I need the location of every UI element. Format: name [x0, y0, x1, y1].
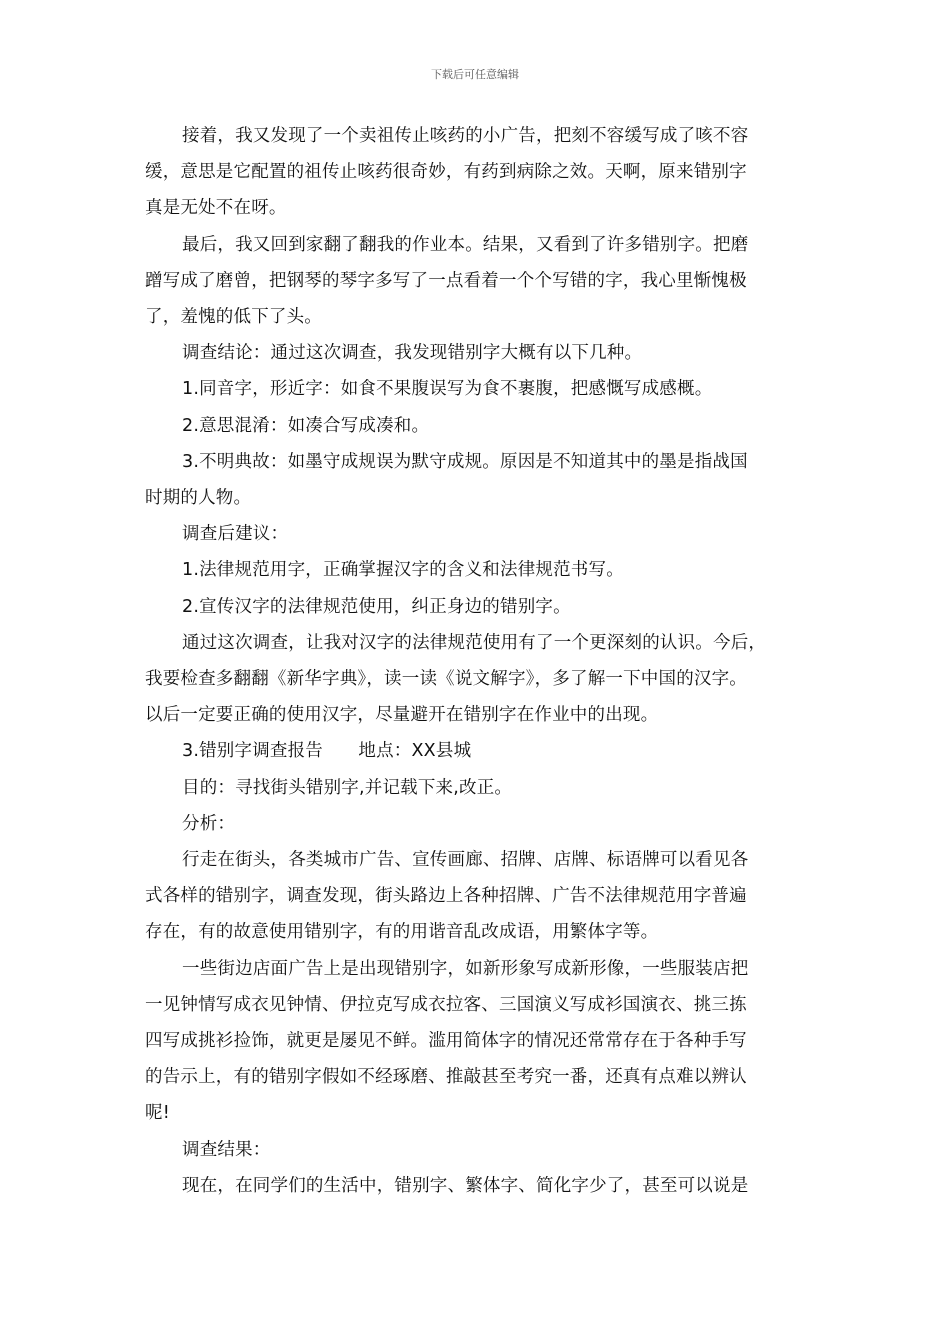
paragraph [145, 951, 825, 1132]
paragraph [145, 444, 825, 516]
paragraph [145, 1132, 825, 1168]
paragraph-line: 蹭写成了磨曾，把钢琴的琴字多写了一点看着一个个写错的字，我心里惭愧极 [145, 270, 747, 291]
paragraph [145, 589, 825, 625]
paragraph [145, 118, 825, 227]
paragraph-line: 最后，我又回到家翻了翻我的作业本。结果，又看到了许多错别字。把磨 [182, 234, 749, 255]
paragraph-line: 以后一定要正确的使用汉字，尽量避开在错别字在作业中的出现。 [145, 705, 659, 726]
paragraph-line: 2.意思混淆：如凑合写成凑和。 [182, 415, 430, 436]
paragraph-line: 我要检查多翻翻《新华字典》，读一读《说文解字》，多了解一下中国的汉字。 [145, 669, 747, 690]
paragraph-line: 接着，我又发现了一个卖祖传止咳药的小广告，把刻不容缓写成了咳不容 [182, 126, 749, 146]
paragraph [145, 1168, 825, 1204]
paragraph-line: 2.宣传汉字的法律规范使用，纠正身边的错别字。 [182, 596, 571, 617]
paragraph [145, 335, 825, 371]
paragraph [145, 625, 825, 734]
paragraph [145, 842, 825, 951]
paragraph [145, 552, 825, 588]
paragraph-line: 1.同音字，形近字：如食不果腹误写为食不裹腹，把感慨写成感概。 [182, 379, 713, 400]
paragraph-line: 了，羞愧的低下了头。 [145, 307, 322, 328]
paragraph-line: 行走在街头，各类城市广告、宣传画廊、招牌、店牌、标语牌可以看见各 [182, 850, 749, 871]
page-header: 下载后可任意编辑 [431, 68, 519, 81]
paragraph [145, 371, 825, 407]
paragraph-line: 式各样的错别字，调查发现，街头路边上各种招牌、广告不法律规范用字普遍 [145, 886, 747, 907]
paragraph-line: 一见钟情写成衣见钟情、伊拉克写成衣拉客、三国演义写成衫国演衣、挑三拣 [145, 994, 747, 1015]
paragraph-line: 3.不明典故：如墨守成规误为默守成规。原因是不知道其中的墨是指战国 [182, 451, 748, 472]
paragraph [145, 516, 825, 552]
paragraph [145, 227, 825, 336]
paragraph-line: 分析： [182, 813, 236, 834]
paragraph-line: 现在，在同学们的生活中，错别字、繁体字、简化字少了，甚至可以说是 [182, 1175, 749, 1196]
paragraph [145, 733, 825, 769]
paragraph-line: 四写成挑衫捡饰，就更是屡见不鲜。滥用简体字的情况还常常存在于各种手写 [145, 1031, 747, 1052]
paragraph-line: 真是无处不在呀。 [145, 198, 287, 219]
paragraph-line: 调查结论：通过这次调查，我发现错别字大概有以下几种。 [182, 343, 643, 364]
paragraph-line: 通过这次调查，让我对汉字的法律规范使用有了一个更深刻的认识。今后， [182, 632, 767, 653]
paragraph-line: 3.错别字调查报告 地点：XX县城 [182, 741, 472, 762]
paragraph-line: 缓，意思是它配置的祖传止咳药很奇妙，有药到病除之效。天啊，原来错别字 [145, 162, 747, 183]
document-body [145, 118, 825, 1204]
paragraph [145, 770, 825, 806]
paragraph-line: 存在，有的故意使用错别字，有的用谐音乱改成语，用繁体字等。 [145, 922, 659, 943]
paragraph-line: 1.法律规范用字，正确掌握汉字的含义和法律规范书写。 [182, 560, 624, 581]
paragraph-line: 呢! [145, 1103, 170, 1124]
paragraph-line: 调查结果： [182, 1139, 271, 1160]
paragraph-line: 目的：寻找街头错别字,并记载下来,改正。 [182, 777, 513, 798]
paragraph-line: 的告示上，有的错别字假如不经琢磨、推敲甚至考究一番，还真有点难以辨认 [145, 1067, 747, 1088]
paragraph-line: 调查后建议： [182, 524, 289, 545]
paragraph-line: 一些街边店面广告上是出现错别字，如新形象写成新形像，一些服装店把 [182, 958, 749, 979]
paragraph [145, 408, 825, 444]
paragraph-line: 时期的人物。 [145, 488, 252, 509]
paragraph [145, 806, 825, 842]
